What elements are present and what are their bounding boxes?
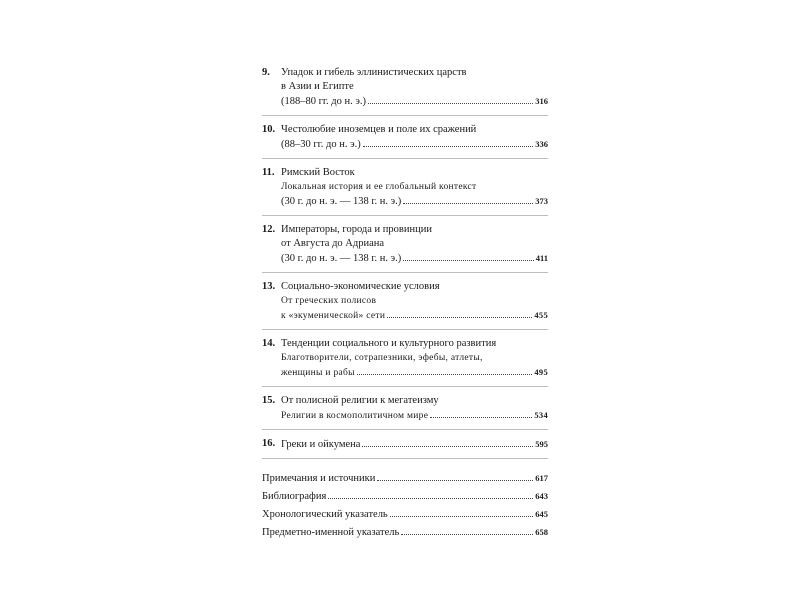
page-number: 534 — [534, 410, 548, 420]
chapter-body — [281, 166, 548, 209]
chapter-list — [262, 64, 548, 459]
toc-chapter-entry — [262, 392, 548, 430]
chapter-title-line: Императоры, города и провинции — [281, 224, 432, 235]
chapter-title-line: от Августа до Адриана — [281, 238, 385, 249]
page-number: 411 — [535, 253, 548, 263]
toc-chapter-entry — [262, 64, 548, 116]
chapter-body — [281, 394, 548, 423]
page-number: 373 — [535, 196, 548, 206]
chapter-page-row — [281, 437, 548, 452]
toc-chapter-entry — [262, 435, 548, 459]
toc-chapter-entry — [262, 121, 548, 159]
dot-leader — [403, 202, 533, 204]
chapter-title-line: в Азии и Египте — [281, 81, 354, 92]
endmatter-title: Хронологический указатель — [262, 509, 388, 520]
chapter-number: 11. — [262, 167, 275, 178]
chapter-page-row — [281, 365, 548, 380]
chapter-page-row — [281, 137, 548, 152]
chapter-last-line: Греки и ойкумена — [281, 439, 361, 450]
page-number: 658 — [535, 527, 548, 537]
dot-leader — [390, 515, 534, 517]
chapter-page-row — [281, 408, 548, 423]
chapter-title-line: Социально-экономические условия — [281, 281, 440, 292]
endmatter-list — [262, 471, 548, 540]
table-of-contents — [262, 64, 548, 543]
dot-leader — [362, 445, 533, 447]
chapter-number: 12. — [262, 224, 276, 235]
chapter-subtitle-line: Локальная история и ее глобальный контекст — [281, 182, 477, 192]
endmatter-entry — [262, 489, 548, 504]
chapter-body — [281, 123, 548, 152]
page-number: 617 — [535, 473, 548, 483]
chapter-last-line: к «экуменической» сети — [281, 311, 386, 321]
dot-leader — [363, 145, 533, 147]
chapter-title-line: Честолюбие иноземцев и поле их сражений — [281, 124, 477, 135]
dot-leader — [401, 533, 533, 535]
endmatter-entry — [262, 525, 548, 540]
chapter-body — [281, 66, 548, 109]
endmatter-title: Примечания и источники — [262, 473, 376, 484]
chapter-page-row — [281, 194, 548, 209]
toc-chapter-entry — [262, 164, 548, 216]
chapter-last-line: (88–30 гг. до н. э.) — [281, 139, 361, 150]
endmatter-title: Библиография — [262, 491, 327, 502]
chapter-number: 14. — [262, 338, 276, 349]
chapter-number: 10. — [262, 124, 276, 135]
chapter-last-line: (30 г. до н. э. — 138 г. н. э.) — [281, 196, 402, 207]
dot-leader — [430, 416, 532, 418]
toc-chapter-entry — [262, 335, 548, 387]
page-number: 495 — [534, 367, 548, 377]
chapter-subtitle-line: Благотворители, сотрапезники, эфебы, атлеты, — [281, 353, 483, 363]
chapter-number: 9. — [262, 67, 270, 78]
dot-leader — [328, 497, 533, 499]
page-number: 336 — [535, 139, 548, 149]
chapter-last-line: (30 г. до н. э. — 138 г. н. э.) — [281, 253, 402, 264]
chapter-last-line: женщины и рабы — [281, 368, 355, 378]
dot-leader — [377, 479, 533, 481]
dot-leader — [387, 316, 532, 318]
dot-leader — [368, 102, 533, 104]
chapter-number: 13. — [262, 281, 276, 292]
chapter-title-line: Римский Восток — [281, 167, 355, 178]
chapter-title-line: Тенденции социального и культурного развития — [281, 338, 497, 349]
chapter-subtitle-line: От греческих полисов — [281, 296, 377, 306]
page-number: 316 — [535, 96, 548, 106]
chapter-number: 15. — [262, 395, 276, 406]
chapter-body — [281, 280, 548, 323]
chapter-title-line: Упадок и гибель эллинистических царств — [281, 67, 467, 78]
chapter-page-row — [281, 251, 548, 266]
chapter-last-line: Религии в космополитичном мире — [281, 411, 429, 421]
chapter-page-row — [281, 308, 548, 323]
chapter-body — [281, 437, 548, 452]
page-number: 643 — [535, 491, 548, 501]
endmatter-title: Предметно-именной указатель — [262, 527, 400, 538]
chapter-title-line: От полисной религии к мегатеизму — [281, 395, 439, 406]
page-number: 595 — [535, 439, 548, 449]
toc-chapter-entry — [262, 278, 548, 330]
chapter-page-row — [281, 94, 548, 109]
chapter-last-line: (188–80 гг. до н. э.) — [281, 96, 367, 107]
page-number: 455 — [534, 310, 548, 320]
chapter-body — [281, 223, 548, 266]
endmatter-entry — [262, 507, 548, 522]
chapter-body — [281, 337, 548, 380]
dot-leader — [403, 259, 534, 261]
toc-chapter-entry — [262, 221, 548, 273]
chapter-number: 16. — [262, 438, 276, 449]
dot-leader — [357, 373, 533, 375]
endmatter-entry — [262, 471, 548, 486]
page-number: 645 — [535, 509, 548, 519]
